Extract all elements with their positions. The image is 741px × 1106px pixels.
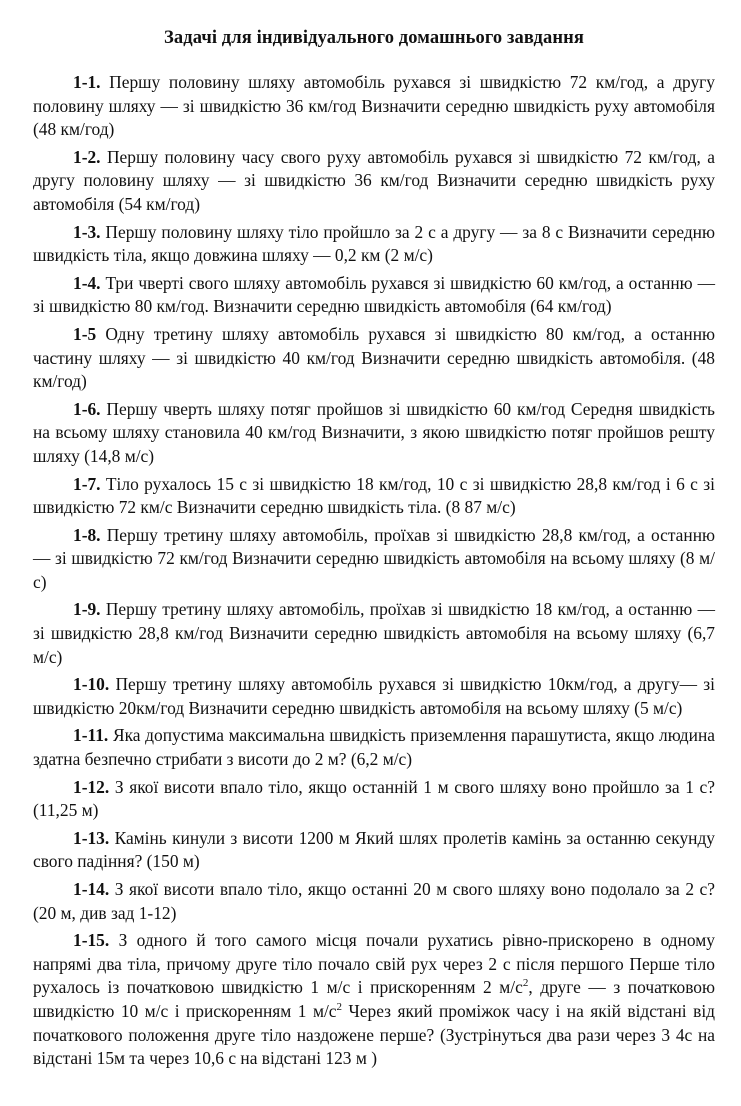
- problem-text: Першу третину шляху автомобіль рухався зі швидкістю 10км/год, а другу— зі швидкістю 20км/год Визначити середню швидкість автомобіля на всьому шляху (5 м/с): [33, 674, 715, 718]
- problem-number: 1-2.: [73, 146, 101, 167]
- problem-item: [33, 323, 715, 394]
- problem-text: Камінь кинули з висоти 1200 м Який шлях пролетів камінь за останню секунду свого падіння? (150 м): [33, 827, 715, 872]
- exponent: 2: [522, 977, 529, 990]
- problem-number: 1-13.: [73, 827, 110, 848]
- problem-text: , друге — з початковою швидкістю 10 м/с і прискоренням 1 м/с: [33, 977, 715, 1021]
- problem-item: [33, 398, 715, 469]
- problem-item: [33, 524, 715, 595]
- problem-number: 1-4.: [73, 272, 101, 293]
- problem-text: З одного й того самого місця почали рухатись рівно-прискорено в одному напрямі два тіла, причому друге тіло почало свій рух через 2 с після першого Перше тіло рухалось із початковою швидкістю 1 м/с і прискоренням 2 м/с: [33, 930, 715, 998]
- problem-number: 1-10.: [73, 674, 110, 695]
- problem-item: [33, 71, 715, 142]
- problem-list: [33, 71, 715, 1071]
- problem-text: Яка допустима максимальна швидкість приземлення парашутиста, якщо людина здатна безпечно стрибати з висоти до 2 м? (6,2 м/с): [33, 725, 715, 770]
- problem-text: Першу третину шляху автомобіль, проїхав зі швидкістю 28,8 км/год, а останню — зі швидкістю 72 км/год Визначити середню швидкість автомобіля на всьому шляху (8 м/с): [33, 524, 715, 592]
- problem-text: Першу половину часу свого руху автомобіль рухався зі швидкістю 72 км/год, а другу половину шляху — зі швидкістю 36 км/год Визначити середню швидкість руху автомобіля (54 км/год): [33, 146, 715, 214]
- problem-item: [33, 272, 715, 319]
- problem-text: Тіло рухалось 15 с зі швидкістю 18 км/год, 10 с зі швидкістю 28,8 км/год і 6 с зі швидкістю 72 км/с Визначити середню швидкість тіла. (8 87 м/с): [33, 473, 715, 518]
- problem-text: Одну третину шляху автомобіль рухався зі швидкістю 80 км/год, а останню частину шляху — зі швидкістю 40 км/год Визначити середню швидкість автомобіля. (48 км/год): [33, 323, 715, 392]
- problem-text: Першу половину шляху тіло пройшло за 2 с а другу — за 8 с Визначити середню швидкість тіла, якщо довжина шляху — 0,2 км (2 м/с): [33, 221, 715, 266]
- problem-text: Через який проміжок часу і на якій відстані від початкового положення друге тіло наздожене перше? (Зустрінуться два рази через 3 4с на відстані 15м та через 10,6 с на відстані 123 м ): [33, 1000, 715, 1069]
- problem-text: Першу чверть шляху потяг пройшов зі швидкістю 60 км/год Середня швидкість на всьому шляху становила 40 км/год Визначити, з якою швидкістю потяг пройшов решту шляху (14,8 м/с): [33, 398, 715, 466]
- problem-text: Першу третину шляху автомобіль, проїхав зі швидкістю 18 км/год, а останню — зі швидкістю 28,8 км/год Визначити середню швидкість автомобіля на всьому шляху (6,7 м/с): [33, 599, 715, 667]
- problem-item: [33, 724, 715, 771]
- exponent: 2: [336, 1001, 343, 1014]
- problem-item: [33, 598, 715, 669]
- problem-text: Першу половину шляху автомобіль рухався зі швидкістю 72 км/год, а другу половину шляху — зі швидкістю 36 км/год Визначити середню швидкість руху автомобіля (48 км/год): [33, 72, 715, 140]
- problem-item: [33, 146, 715, 217]
- problem-item: [33, 827, 715, 874]
- problem-text: З якої висоти впало тіло, якщо останні 20 м свого шляху воно подолало за 2 с? (20 м, див зад 1-12): [33, 879, 715, 923]
- problem-item: [33, 878, 715, 925]
- problem-text: Три чверті свого шляху автомобіль рухався зі швидкістю 60 км/год, а останню — зі швидкістю 80 км/год. Визначити середню швидкість автомобіля (64 км/год): [33, 272, 715, 317]
- problem-number: 1-11.: [73, 725, 109, 746]
- problem-number: 1-7.: [73, 473, 101, 494]
- problem-item: [33, 776, 715, 823]
- problem-item: [33, 473, 715, 520]
- problem-item: [33, 221, 715, 268]
- problem-item: [33, 929, 715, 1071]
- problem-number: 1-6.: [73, 398, 101, 419]
- problem-number: 1-12.: [73, 776, 110, 797]
- problem-item: [33, 673, 715, 720]
- problem-number: 1-8.: [73, 524, 101, 545]
- problem-number: 1-3.: [73, 221, 101, 242]
- problem-text: З якої висоти впало тіло, якщо останній 1 м свого шляху воно пройшло за 1 с? (11,25 м): [33, 776, 715, 821]
- problem-number: 1-15.: [73, 930, 110, 951]
- problem-number: 1-1.: [73, 72, 101, 92]
- problem-number: 1-5: [73, 323, 97, 344]
- problem-number: 1-14.: [73, 879, 110, 899]
- page-title: Задачі для індивідуального домашнього завдання: [164, 28, 584, 48]
- problem-number: 1-9.: [73, 599, 101, 620]
